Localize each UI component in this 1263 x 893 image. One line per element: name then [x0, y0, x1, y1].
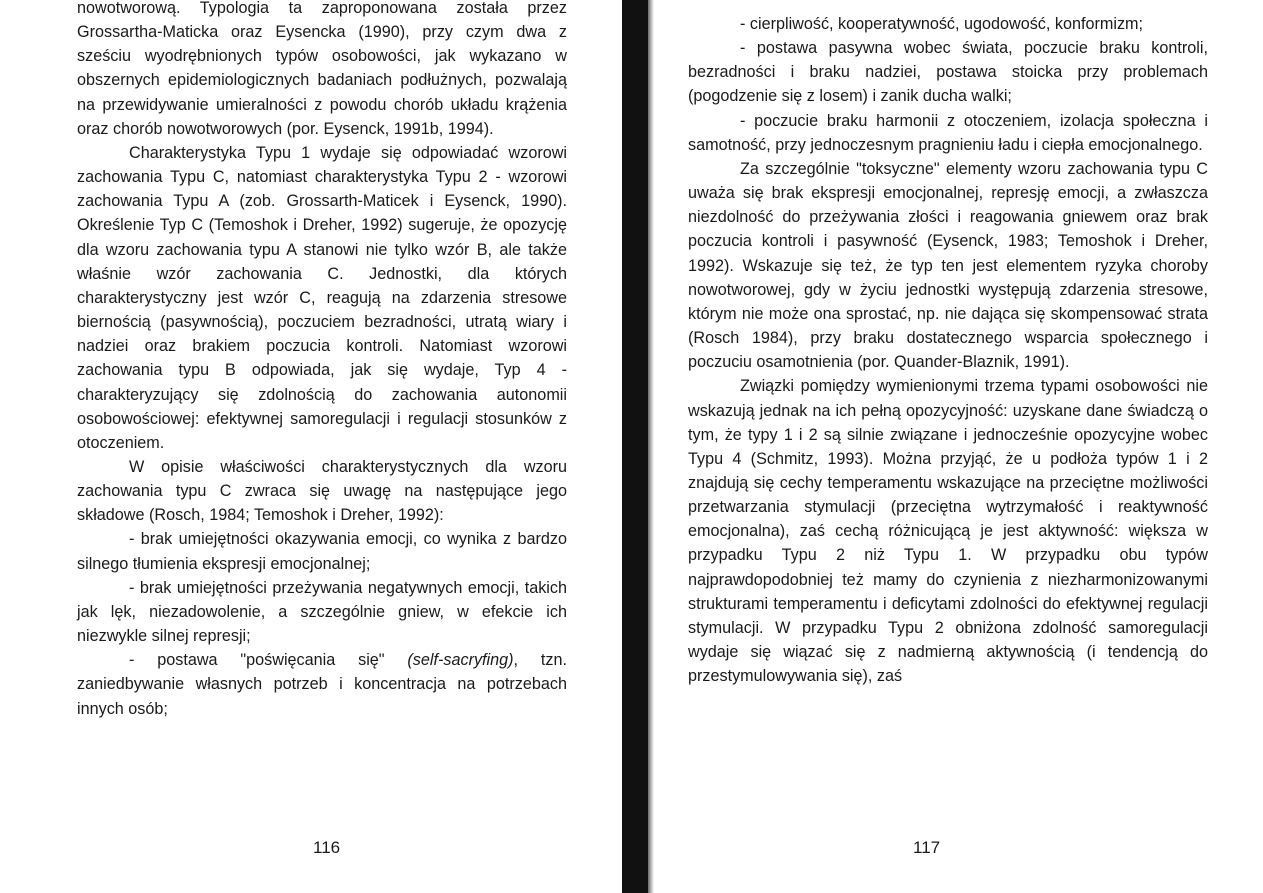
list-item-self-sacrifice-italic: (self-sacryfing) [407, 651, 514, 670]
list-item-passive-attitude: - postawa pasywna wobec świata, poczucie braku kontroli, bezradności i braku nadziei, postawa stoicka przy problemach (pogodzenie się z losem) i zanik ducha walki; [688, 39, 1208, 106]
list-item-self-sacrifice-text-a: - postawa "poświęcania się" [129, 651, 408, 670]
page-number-right: 117 [913, 838, 941, 857]
list-item-self-sacrifice [77, 648, 567, 720]
left-page [0, 0, 620, 893]
left-paragraph-3: W opisie właściwości charakterystycznych dla wzoru zachowania typu C zwraca się uwagę na następujące jego składowe (Rosch, 1984; Temoshok i Dreher, 1992): [77, 457, 567, 525]
right-page-text [688, 12, 1208, 688]
list-item-patience: - cierpliwość, kooperatywność, ugodowość, konformizm; [740, 15, 1144, 33]
list-item-no-harmony: - poczucie braku harmonii z otoczeniem, izolacja społeczna i samotność, przy jednoczesnym pragnieniu ładu i ciepła emocjonalnego. [688, 111, 1208, 154]
right-paragraph-toxic-elements: Za szczególnie "toksyczne" elementy wzoru zachowania typu C uważa się brak ekspresji emocjonalnej, represję emocji, a zwłaszcza niezdolność do przeżywania złości i reagowania gniewem oraz brak poczucia kontroli i pasywność (Eysenck, 1983; Temoshok i Dreher, 1992). Wskazuje się też, że typ ten jest elementem ryzyka choroby nowotworowej, gdy w życiu jednostki występują zdarzenia stresowe, którym nie może ona sprostać, np. nie dająca się skompensować strata (Rosch 1984), przy braku dostatecznego wsparcia społecznego i poczuciu osamotnienia (por. Quander-Blaznik, 1991). [688, 159, 1208, 372]
page-number-left: 116 [313, 838, 341, 857]
list-item-no-emotion-display: - brak umiejętności okazywania emocji, co wynika z bardzo silnego tłumienia ekspresji emocjonalnej; [77, 530, 567, 573]
left-page-text [77, 0, 567, 721]
list-item-no-negative-emotions: - brak umiejętności przeżywania negatywnych emocji, takich jak lęk, niezadowolenie, a szczególnie gniew, w efekcie ich niezwykle silnej represji; [77, 578, 567, 646]
right-paragraph-relations: Związki pomiędzy wymienionymi trzema typami osobowości nie wskazują jednak na ich pełną opozycyjność: uzyskane dane świadczą o tym, że typy 1 i 2 są silnie związane i jednocześnie opozycyjne wobec Typu 4 (Schmitz, 1993). Można przyjąć, że u podłoża typów 1 i 2 znajdują się cechy temperamentu wskazujące na przeciętne możliwości przetwarzania stymulacji (przeciętna wytrzymałość i reaktywność emocjonalna), zaś cechą różnicującą je jest aktywność: większa w przypadku Typu 2 niż Typu 1. W przypadku obu typów najprawdopodobniej też mamy do czynienia z niezharmonizowanymi strukturami temperamentu i deficytami zdolności do efektywnej regulacji stymulacji. W przypadku Typu 2 obniżona zdolność samoregulacji wydaje się wiązać się z nadmierną aktywnością (i tendencją do przestymulowywania się), zaś [688, 377, 1208, 686]
left-paragraph-1: nowotworową. Typologia ta zaproponowana została przez Grossartha-Maticka oraz Eysencka (1990), przy czym dwa z sześciu wyodrębnionych typów osobowości, jak wykazano w obszernych epidemiologicznych badaniach podłużnych, pozwalają na przewidywanie umieralności z powodu chorób układu krążenia oraz chorób nowotworowych (por. Eysenck, 1991b, 1994). [77, 0, 567, 138]
right-page [648, 0, 1263, 893]
left-paragraph-2: Charakterystyka Typu 1 wydaje się odpowiadać wzorowi zachowania Typu C, natomiast charakterystyka Typu 2 - wzorowi zachowania Typu A (zob. Grossarth-Maticek i Eysenck, 1990). Określenie Typ C (Temoshok i Dreher, 1992) sugeruje, że opozycję dla wzoru zachowania typu A stanowi nie tylko wzór B, ale także właśnie wzór zachowania C. Jednostki, dla których charakterystyczny jest wzór C, reagują na zdarzenia stresowe biernością (pasywnością), poczuciem bezradności, utratą wiary i nadziei oraz brakiem poczucia kontroli. Natomiast wzorowi zachowania typu B odpowiada, jak się wydaje, Typ 4 - charakteryzujący się zdolnością do zachowania autonomii osobowościowej: efektywnej samoregulacji i regulacji stosunków z otoczeniem. [77, 143, 567, 452]
list-item-self-sacrifice-text-b: , tzn. zaniedbywanie własnych potrzeb i koncentracja na potrzebach innych osób; [77, 651, 567, 718]
book-gutter [622, 0, 648, 893]
